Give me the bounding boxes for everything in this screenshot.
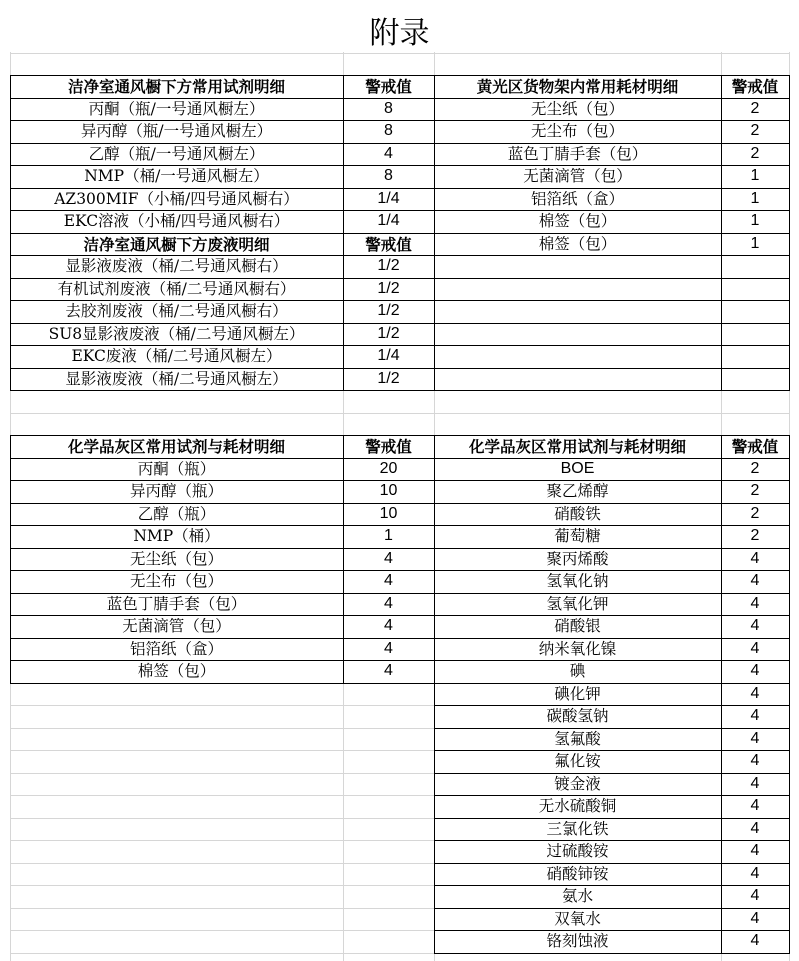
- gray-right-item: 纳米氧化镍: [538, 639, 617, 658]
- gray-right-item: 氟化铵: [554, 751, 601, 770]
- gray-right-value: 4: [750, 842, 760, 860]
- gray-right-item: 葡萄糖: [554, 526, 601, 545]
- reagent-value: 8: [384, 122, 393, 140]
- gray-left-value: 4: [384, 640, 393, 658]
- consumable-value: 1: [750, 212, 760, 230]
- waste-item: 去胶剂废液（桶/二号通风橱右）: [65, 301, 288, 320]
- gray-left-item: 铝箔纸（盒）: [129, 639, 223, 658]
- reagent-value: 8: [384, 100, 393, 118]
- gray-left-value: 4: [384, 550, 393, 568]
- consumable-item: 棉签（包）: [538, 211, 617, 230]
- gray-right-value: 2: [750, 482, 760, 500]
- gray-right-value: 2: [750, 460, 760, 478]
- consumable-value: 1: [750, 235, 760, 253]
- consumable-value: 2: [750, 145, 760, 163]
- gray-right-value: 2: [750, 505, 760, 523]
- reagent-item: NMP（桶/一号通风橱左）: [84, 166, 269, 185]
- gray-left-value: 10: [379, 505, 398, 523]
- waste-value: 1/2: [377, 370, 400, 388]
- waste-header: 洁净室通风橱下方废液明细: [83, 234, 270, 254]
- gray-left-item: 异丙醇（瓶）: [129, 481, 223, 500]
- gray-left-header: 化学品灰区常用试剂与耗材明细: [67, 436, 285, 456]
- reagent-value: 1/4: [377, 190, 400, 208]
- consumable-item: 无尘布（包）: [530, 121, 624, 140]
- gray-left-item: 乙醇（瓶）: [137, 504, 216, 523]
- gray-right-item: 氢氧化钾: [546, 594, 609, 613]
- gray-right-value: 4: [750, 685, 760, 703]
- gray-right-value: 4: [750, 865, 760, 883]
- gray-right-item: 硝酸铈铵: [546, 864, 609, 883]
- reagent-item: EKC溶液（小桶/四号通风橱右）: [63, 211, 290, 230]
- gray-right-item: 三氯化铁: [546, 819, 609, 838]
- gray-left-value: 4: [384, 595, 393, 613]
- gray-right-item: 硝酸银: [554, 616, 601, 635]
- reagent-header: 洁净室通风橱下方常用试剂明细: [67, 76, 285, 96]
- gray-right-item: 聚乙烯醇: [546, 481, 609, 500]
- gray-right-value: 4: [750, 707, 760, 725]
- gray-right-item: 碘化钾: [554, 684, 601, 703]
- consumable-item: 无尘纸（包）: [530, 99, 624, 118]
- gray-left-item: 无菌滴管（包）: [122, 616, 231, 635]
- gray-left-value: 20: [379, 460, 398, 478]
- gray-left-value: 4: [384, 662, 393, 680]
- gray-right-header: 化学品灰区常用试剂与耗材明细: [468, 436, 686, 456]
- gray-right-item: 镀金液: [554, 774, 601, 793]
- gray-right-value: 4: [750, 752, 760, 770]
- reagent-item: AZ300MIF（小桶/四号通风橱右）: [54, 189, 299, 208]
- gray-left-item: 棉签（包）: [137, 661, 216, 680]
- waste-item: 有机试剂废液（桶/二号通风橱右）: [57, 279, 296, 298]
- consumable-value: 2: [750, 122, 760, 140]
- gray-left-value: 1: [384, 527, 393, 545]
- gray-left-item: 丙酮（瓶）: [137, 459, 216, 478]
- gray-right-item: BOE: [560, 460, 595, 478]
- gray-right-value: 2: [750, 527, 760, 545]
- gray-left-value-header: 警戒值: [365, 436, 412, 456]
- gray-right-item: 双氧水: [554, 909, 601, 928]
- gray-right-value: 4: [750, 550, 760, 568]
- gray-right-item: 氢氧化钠: [546, 571, 609, 590]
- waste-value: 1/4: [377, 347, 400, 365]
- consumable-value: 1: [750, 167, 760, 185]
- gray-right-item: 过硫酸铵: [546, 841, 609, 860]
- gray-right-value: 4: [750, 797, 760, 815]
- gray-right-value-header: 警戒值: [731, 436, 779, 456]
- gray-left-value: 4: [384, 617, 393, 635]
- gray-right-value: 4: [750, 662, 760, 680]
- gray-right-value: 4: [750, 820, 760, 838]
- consumable-item: 蓝色丁腈手套（包）: [507, 144, 648, 163]
- consumable-item: 无菌滴管（包）: [523, 166, 632, 185]
- gray-right-value: 4: [750, 572, 760, 590]
- reagent-value-header: 警戒值: [365, 76, 412, 96]
- gray-right-item: 无水硫酸铜: [538, 796, 617, 815]
- gray-right-item: 铬刻蚀液: [546, 931, 609, 950]
- waste-item: 显影液废液（桶/二号通风橱左）: [65, 369, 288, 388]
- gray-right-item: 碘: [569, 661, 586, 680]
- consumable-value: 1: [750, 190, 760, 208]
- gray-left-item: 蓝色丁腈手套（包）: [106, 594, 247, 613]
- gray-right-value: 4: [750, 640, 760, 658]
- gray-left-value: 4: [384, 572, 393, 590]
- waste-value: 1/2: [377, 257, 400, 275]
- consumable-item: 棉签（包）: [538, 234, 617, 253]
- gray-left-item: NMP（桶）: [133, 526, 220, 545]
- gray-right-item: 聚丙烯酸: [546, 549, 609, 568]
- reagent-value: 4: [384, 145, 393, 163]
- gray-right-item: 碳酸氢钠: [546, 706, 609, 725]
- gray-right-value: 4: [750, 595, 760, 613]
- reagent-item: 乙醇（瓶/一号通风橱左）: [88, 144, 265, 163]
- waste-item: 显影液废液（桶/二号通风橱右）: [65, 256, 288, 275]
- gray-right-value: 4: [750, 932, 760, 950]
- waste-item: SU8显影液废液（桶/二号通风橱左）: [48, 324, 305, 343]
- waste-item: EKC废液（桶/二号通风橱左）: [71, 346, 282, 365]
- waste-value-header: 警戒值: [365, 234, 412, 254]
- reagent-item: 丙酮（瓶/一号通风橱左）: [88, 99, 265, 118]
- waste-value: 1/2: [377, 302, 400, 320]
- gray-right-item: 硝酸铁: [554, 504, 601, 523]
- reagent-value: 1/4: [377, 212, 400, 230]
- gray-right-value: 4: [750, 730, 760, 748]
- gray-right-item: 氨水: [561, 886, 593, 905]
- reagent-value: 8: [384, 167, 393, 185]
- gray-left-value: 10: [379, 482, 398, 500]
- consumable-item: 铝箔纸（盒）: [530, 189, 624, 208]
- gray-right-item: 氢氟酸: [554, 729, 601, 748]
- consumable-value-header: 警戒值: [731, 76, 779, 96]
- consumable-value: 2: [750, 100, 760, 118]
- gray-right-value: 4: [750, 910, 760, 928]
- waste-value: 1/2: [377, 325, 400, 343]
- waste-value: 1/2: [377, 280, 400, 298]
- reagent-item: 异丙醇（瓶/一号通风橱左）: [80, 121, 273, 140]
- page-title: 附录: [369, 16, 430, 51]
- gray-right-value: 4: [750, 887, 760, 905]
- gray-left-item: 无尘纸（包）: [129, 549, 223, 568]
- gray-left-item: 无尘布（包）: [129, 571, 223, 590]
- gray-right-value: 4: [750, 775, 760, 793]
- consumable-header: 黄光区货物架内常用耗材明细: [476, 76, 679, 96]
- gray-right-value: 4: [750, 617, 760, 635]
